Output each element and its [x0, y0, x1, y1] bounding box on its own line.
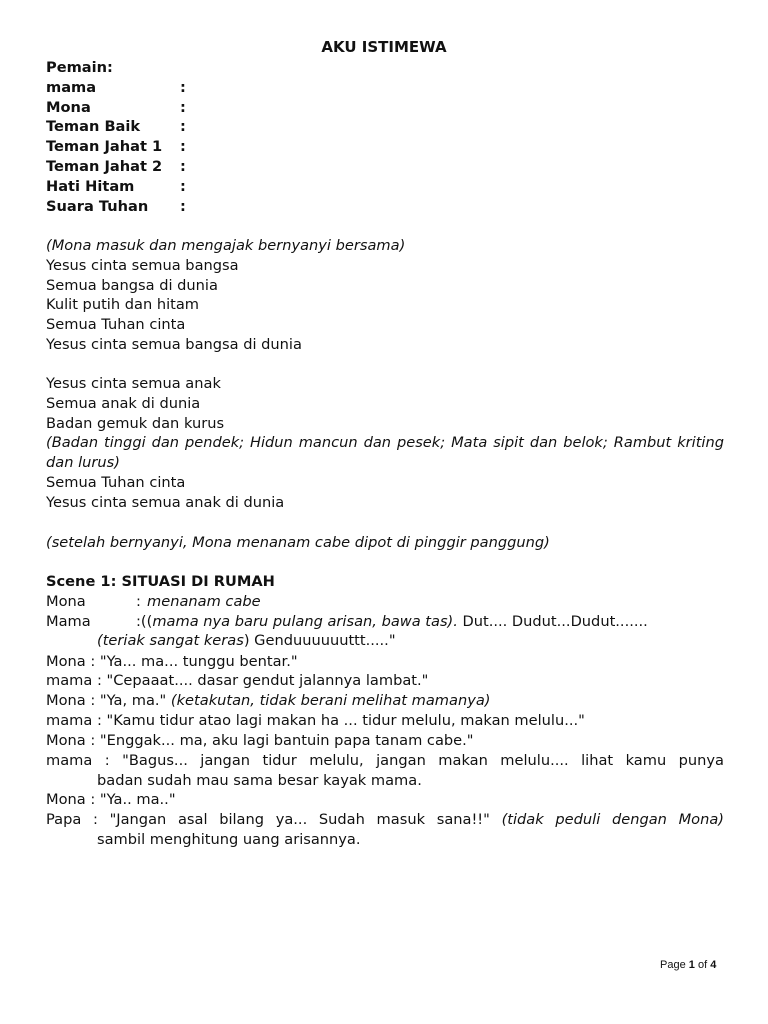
- song-line: Yesus cinta semua anak: [46, 375, 221, 392]
- song-note: (Badan tinggi dan pendek; Hidun mancun dan pesek; Mata sipit dan belok; Rambut kriting dan lurus): [46, 434, 724, 471]
- scene-heading: Scene 1: SITUASI DI RUMAH: [46, 573, 275, 590]
- dialogue-line: mama : "Kamu tidur atao lagi makan ha ... tidur melulu, makan melulu...": [46, 712, 585, 729]
- stage-direction: (setelah bernyanyi, Mona menanam cabe dipot di pinggir panggung): [46, 534, 550, 551]
- dialogue-line: Papa : "Jangan asal bilang ya... Sudah masuk sana!!" (tidak peduli dengan Mona): [46, 811, 725, 828]
- song-line: Semua bangsa di dunia: [46, 277, 218, 294]
- song-line: Badan gemuk dan kurus: [46, 415, 225, 432]
- cast-item: Suara Tuhan :: [46, 198, 186, 215]
- song-line: Yesus cinta semua anak di dunia: [46, 494, 285, 511]
- dialogue-line: Mona : menanam cabe: [46, 593, 261, 610]
- cast-item: mama :: [46, 79, 186, 96]
- dialogue-line: Mona : "Ya, ma." (ketakutan, tidak berani melihat mamanya): [46, 692, 491, 709]
- dialogue-line: Mona : "Enggak... ma, aku lagi bantuin papa tanam cabe.": [46, 732, 474, 749]
- song-line: Semua Tuhan cinta: [46, 316, 186, 333]
- dialogue-line: Mona : "Ya.. ma..": [46, 791, 176, 808]
- song-line: Kulit putih dan hitam: [46, 296, 200, 313]
- song-line: Yesus cinta semua bangsa di dunia: [46, 336, 302, 353]
- cast-item: Hati Hitam :: [46, 178, 186, 195]
- dialogue-line: mama : "Cepaaat.... dasar gendut jalannya lambat.": [46, 672, 429, 689]
- cast-heading: Pemain:: [46, 59, 113, 76]
- stage-direction: (Mona masuk dan mengajak bernyanyi bersama): [46, 237, 406, 254]
- dialogue-continuation: (teriak sangat keras) Genduuuuuuttt.....": [97, 632, 396, 649]
- dialogue-continuation: sambil menghitung uang arisannya.: [97, 831, 361, 848]
- song-line: Semua Tuhan cinta: [46, 474, 186, 491]
- cast-item: Teman Jahat 1 :: [46, 138, 186, 155]
- cast-item: Teman Baik :: [46, 118, 186, 135]
- cast-item: Teman Jahat 2 :: [46, 158, 186, 175]
- page-number: Page 1 of 4: [660, 959, 717, 971]
- song-line: Yesus cinta semua bangsa: [46, 257, 239, 274]
- dialogue-line: mama : "Bagus... jangan tidur melulu, jangan makan melulu.... lihat kamu punya: [46, 752, 724, 769]
- song-line: Semua anak di dunia: [46, 395, 201, 412]
- dialogue-line: Mona : "Ya... ma... tunggu bentar.": [46, 653, 298, 670]
- document-title: AKU ISTIMEWA: [321, 38, 447, 56]
- dialogue-line: Mama :((mama nya baru pulang arisan, bawa tas). Dut.... Dudut...Dudut.......: [46, 613, 648, 630]
- cast-item: Mona :: [46, 99, 186, 116]
- dialogue-continuation: badan sudah mau sama besar kayak mama.: [97, 772, 422, 789]
